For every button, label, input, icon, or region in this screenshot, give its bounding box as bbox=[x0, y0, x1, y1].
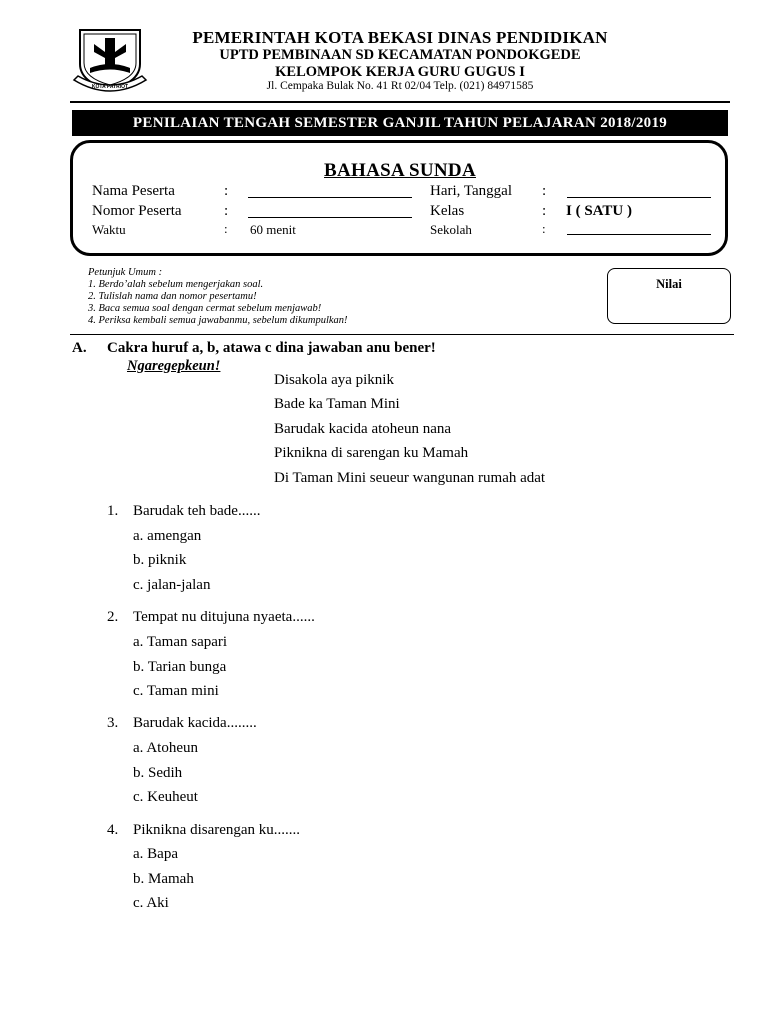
answer-option[interactable]: a. Atoheun bbox=[133, 740, 198, 756]
colon: : bbox=[542, 221, 546, 236]
letterhead-line-1: PEMERINTAH KOTA BEKASI DINAS PENDIDIKAN bbox=[192, 28, 608, 47]
waktu-value: 60 menit bbox=[250, 222, 296, 237]
nomor-peserta-label: Nomor Peserta bbox=[92, 203, 182, 219]
section-divider bbox=[70, 334, 734, 335]
story-line: Disakola aya piknik bbox=[274, 372, 394, 388]
instructions-title: Petunjuk Umum : bbox=[88, 267, 163, 278]
sekolah-label: Sekolah bbox=[430, 222, 472, 237]
question-text: Barudak teh bade...... bbox=[133, 503, 261, 519]
answer-option[interactable]: b. piknik bbox=[133, 552, 187, 568]
letterhead-divider bbox=[70, 101, 730, 103]
story-line: Di Taman Mini seueur wangunan rumah adat bbox=[274, 470, 546, 486]
answer-option[interactable]: c. Aki bbox=[133, 895, 169, 911]
story-line: Piknikna di sarengan ku Mamah bbox=[274, 445, 469, 461]
answer-option[interactable]: c. Taman mini bbox=[133, 683, 219, 699]
section-subtitle: Ngaregepkeun! bbox=[127, 358, 221, 374]
answer-option[interactable]: a. amengan bbox=[133, 528, 202, 544]
sekolah-field[interactable] bbox=[567, 234, 711, 235]
letterhead-address: Jl. Cempaka Bulak No. 41 Rt 02/04 Telp. (021) 84971585 bbox=[266, 80, 534, 92]
waktu-label: Waktu bbox=[92, 222, 126, 237]
instruction-item: 3. Baca semua soal dengan cermat sebelum menjawab! bbox=[88, 303, 322, 314]
instruction-item: 2. Tulislah nama dan nomor pesertamu! bbox=[88, 291, 257, 302]
answer-option[interactable]: a. Bapa bbox=[133, 846, 178, 862]
section-title: Cakra huruf a, b, atawa c dina jawaban anu bener! bbox=[107, 340, 436, 356]
subject-title: BAHASA SUNDA bbox=[324, 160, 476, 181]
answer-option[interactable]: c. jalan-jalan bbox=[133, 577, 211, 593]
hari-tanggal-field[interactable] bbox=[567, 197, 711, 198]
question-number: 3. bbox=[107, 715, 119, 731]
answer-option[interactable]: c. Keuheut bbox=[133, 789, 198, 805]
logo-ribbon-text: KOTA PATRIOT bbox=[91, 84, 129, 90]
nomor-peserta-field[interactable] bbox=[248, 217, 412, 218]
story-line: Barudak kacida atoheun nana bbox=[274, 421, 452, 437]
letterhead-line-2: UPTD PEMBINAAN SD KECAMATAN PONDOKGEDE bbox=[219, 47, 581, 63]
instruction-item: 4. Periksa kembali semua jawabanmu, sebelum dikumpulkan! bbox=[88, 315, 348, 326]
colon: : bbox=[224, 183, 229, 199]
answer-option[interactable]: b. Mamah bbox=[133, 871, 194, 887]
question-text: Tempat nu ditujuna nyaeta...... bbox=[133, 609, 315, 625]
answer-option[interactable]: a. Taman sapari bbox=[133, 634, 228, 650]
hari-tanggal-label: Hari, Tanggal bbox=[430, 183, 512, 199]
colon: : bbox=[542, 183, 547, 199]
nama-peserta-label: Nama Peserta bbox=[92, 183, 175, 199]
answer-option[interactable]: b. Tarian bunga bbox=[133, 659, 227, 675]
score-label: Nilai bbox=[656, 277, 682, 291]
question-text: Piknikna disarengan ku....... bbox=[133, 822, 301, 838]
letterhead-line-3: KELOMPOK KERJA GURU GUGUS I bbox=[275, 64, 525, 80]
question-text: Barudak kacida........ bbox=[133, 715, 257, 731]
colon: : bbox=[224, 203, 229, 219]
kelas-label: Kelas bbox=[430, 203, 465, 219]
kelas-value: I ( SATU ) bbox=[566, 203, 632, 219]
section-letter: A. bbox=[72, 340, 87, 356]
colon: : bbox=[224, 221, 228, 236]
question-number: 2. bbox=[107, 609, 119, 625]
instruction-item: 1. Berdo’alah sebelum mengerjakan soal. bbox=[88, 279, 264, 290]
answer-option[interactable]: b. Sedih bbox=[133, 765, 183, 781]
exam-title-banner: PENILAIAN TENGAH SEMESTER GANJIL TAHUN PELAJARAN 2018/2019 bbox=[72, 110, 728, 136]
kota-bekasi-logo bbox=[72, 24, 148, 96]
question-number: 4. bbox=[107, 822, 119, 838]
question-number: 1. bbox=[107, 503, 119, 519]
colon: : bbox=[542, 203, 547, 219]
story-line: Bade ka Taman Mini bbox=[274, 396, 400, 412]
nama-peserta-field[interactable] bbox=[248, 197, 412, 198]
